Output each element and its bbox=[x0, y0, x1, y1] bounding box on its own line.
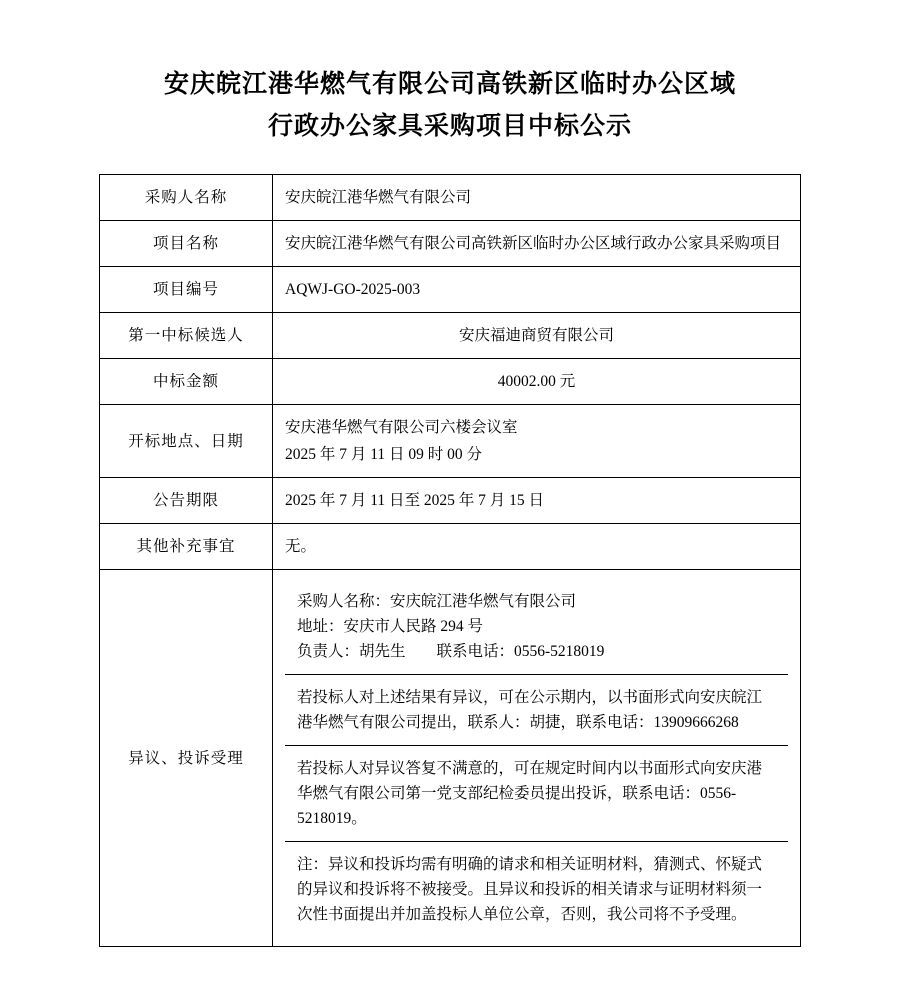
page-title-line-1: 安庆皖江港华燃气有限公司高铁新区临时办公区域 bbox=[163, 71, 736, 98]
table-row bbox=[100, 405, 801, 478]
complaint-objection-row bbox=[285, 675, 788, 746]
complaint-contact-row bbox=[285, 579, 788, 675]
table-row bbox=[100, 221, 801, 267]
bid-opening-datetime: 2025 年 7 月 11 日 09 时 00 分 bbox=[285, 446, 483, 463]
table-row bbox=[100, 478, 801, 524]
complaint-purchaser-name: 采购人名称：安庆皖江港华燃气有限公司 bbox=[297, 593, 577, 610]
complaint-escalation-row bbox=[285, 746, 788, 842]
project-number-value: AQWJ-GO-2025-003 bbox=[273, 267, 801, 313]
other-matters-label: 其他补充事宜 bbox=[100, 524, 273, 570]
bid-announcement-table bbox=[99, 174, 801, 947]
complaint-note-cell: 注：异议和投诉均需有明确的请求和相关证明材料，猜测式、怀疑式的异议和投诉将不被接受。且异议和投诉的相关请求与证明材料须一次性书面提出并加盖投标人单位公章，否则，我公司将不予受理。 bbox=[297, 856, 763, 923]
complaint-note-row bbox=[285, 842, 788, 938]
table-row bbox=[100, 175, 801, 221]
table-row bbox=[100, 359, 801, 405]
first-candidate-value: 安庆福迪商贸有限公司 bbox=[273, 313, 801, 359]
other-matters-value: 无。 bbox=[273, 524, 801, 570]
purchaser-label: 采购人名称 bbox=[100, 175, 273, 221]
complaint-escalation-cell: 若投标人对异议答复不满意的，可在规定时间内以书面形式向安庆港华燃气有限公司第一党支部纪检委员提出投诉，联系电话：0556-5218019。 bbox=[285, 746, 788, 842]
page-title bbox=[0, 0, 900, 148]
bid-opening-place: 安庆港华燃气有限公司六楼会议室 bbox=[285, 419, 518, 436]
table-row bbox=[100, 570, 801, 947]
notice-period-label: 公告期限 bbox=[100, 478, 273, 524]
complaint-objection-cell: 若投标人对上述结果有异议，可在公示期内，以书面形式向安庆皖江港华燃气有限公司提出，联系人：胡捷，联系电话：13909666268 bbox=[285, 675, 788, 746]
complaint-contact-cell bbox=[285, 579, 788, 675]
notice-period-value: 2025 年 7 月 11 日至 2025 年 7 月 15 日 bbox=[273, 478, 801, 524]
bid-opening-label: 开标地点、日期 bbox=[100, 405, 273, 478]
winning-amount-value: 40002.00 元 bbox=[273, 359, 801, 405]
bid-opening-value bbox=[273, 405, 801, 478]
project-name-label: 项目名称 bbox=[100, 221, 273, 267]
page-title-line-2: 行政办公家具采购项目中标公示 bbox=[267, 113, 632, 140]
table-row bbox=[100, 524, 801, 570]
winning-amount-label: 中标金额 bbox=[100, 359, 273, 405]
purchaser-value: 安庆皖江港华燃气有限公司 bbox=[273, 175, 801, 221]
project-name-value: 安庆皖江港华燃气有限公司高铁新区临时办公区域行政办公家具采购项目 bbox=[273, 221, 801, 267]
complaint-address: 地址：安庆市人民路 294 号 bbox=[297, 618, 484, 635]
complaint-person-phone: 负责人：胡先生 联系电话：0556-5218019 bbox=[297, 643, 605, 660]
table-row bbox=[100, 313, 801, 359]
complaint-sub-table bbox=[285, 579, 788, 937]
complaint-label: 异议、投诉受理 bbox=[100, 570, 273, 947]
complaint-value bbox=[273, 570, 801, 947]
project-number-label: 项目编号 bbox=[100, 267, 273, 313]
first-candidate-label: 第一中标候选人 bbox=[100, 313, 273, 359]
table-row bbox=[100, 267, 801, 313]
